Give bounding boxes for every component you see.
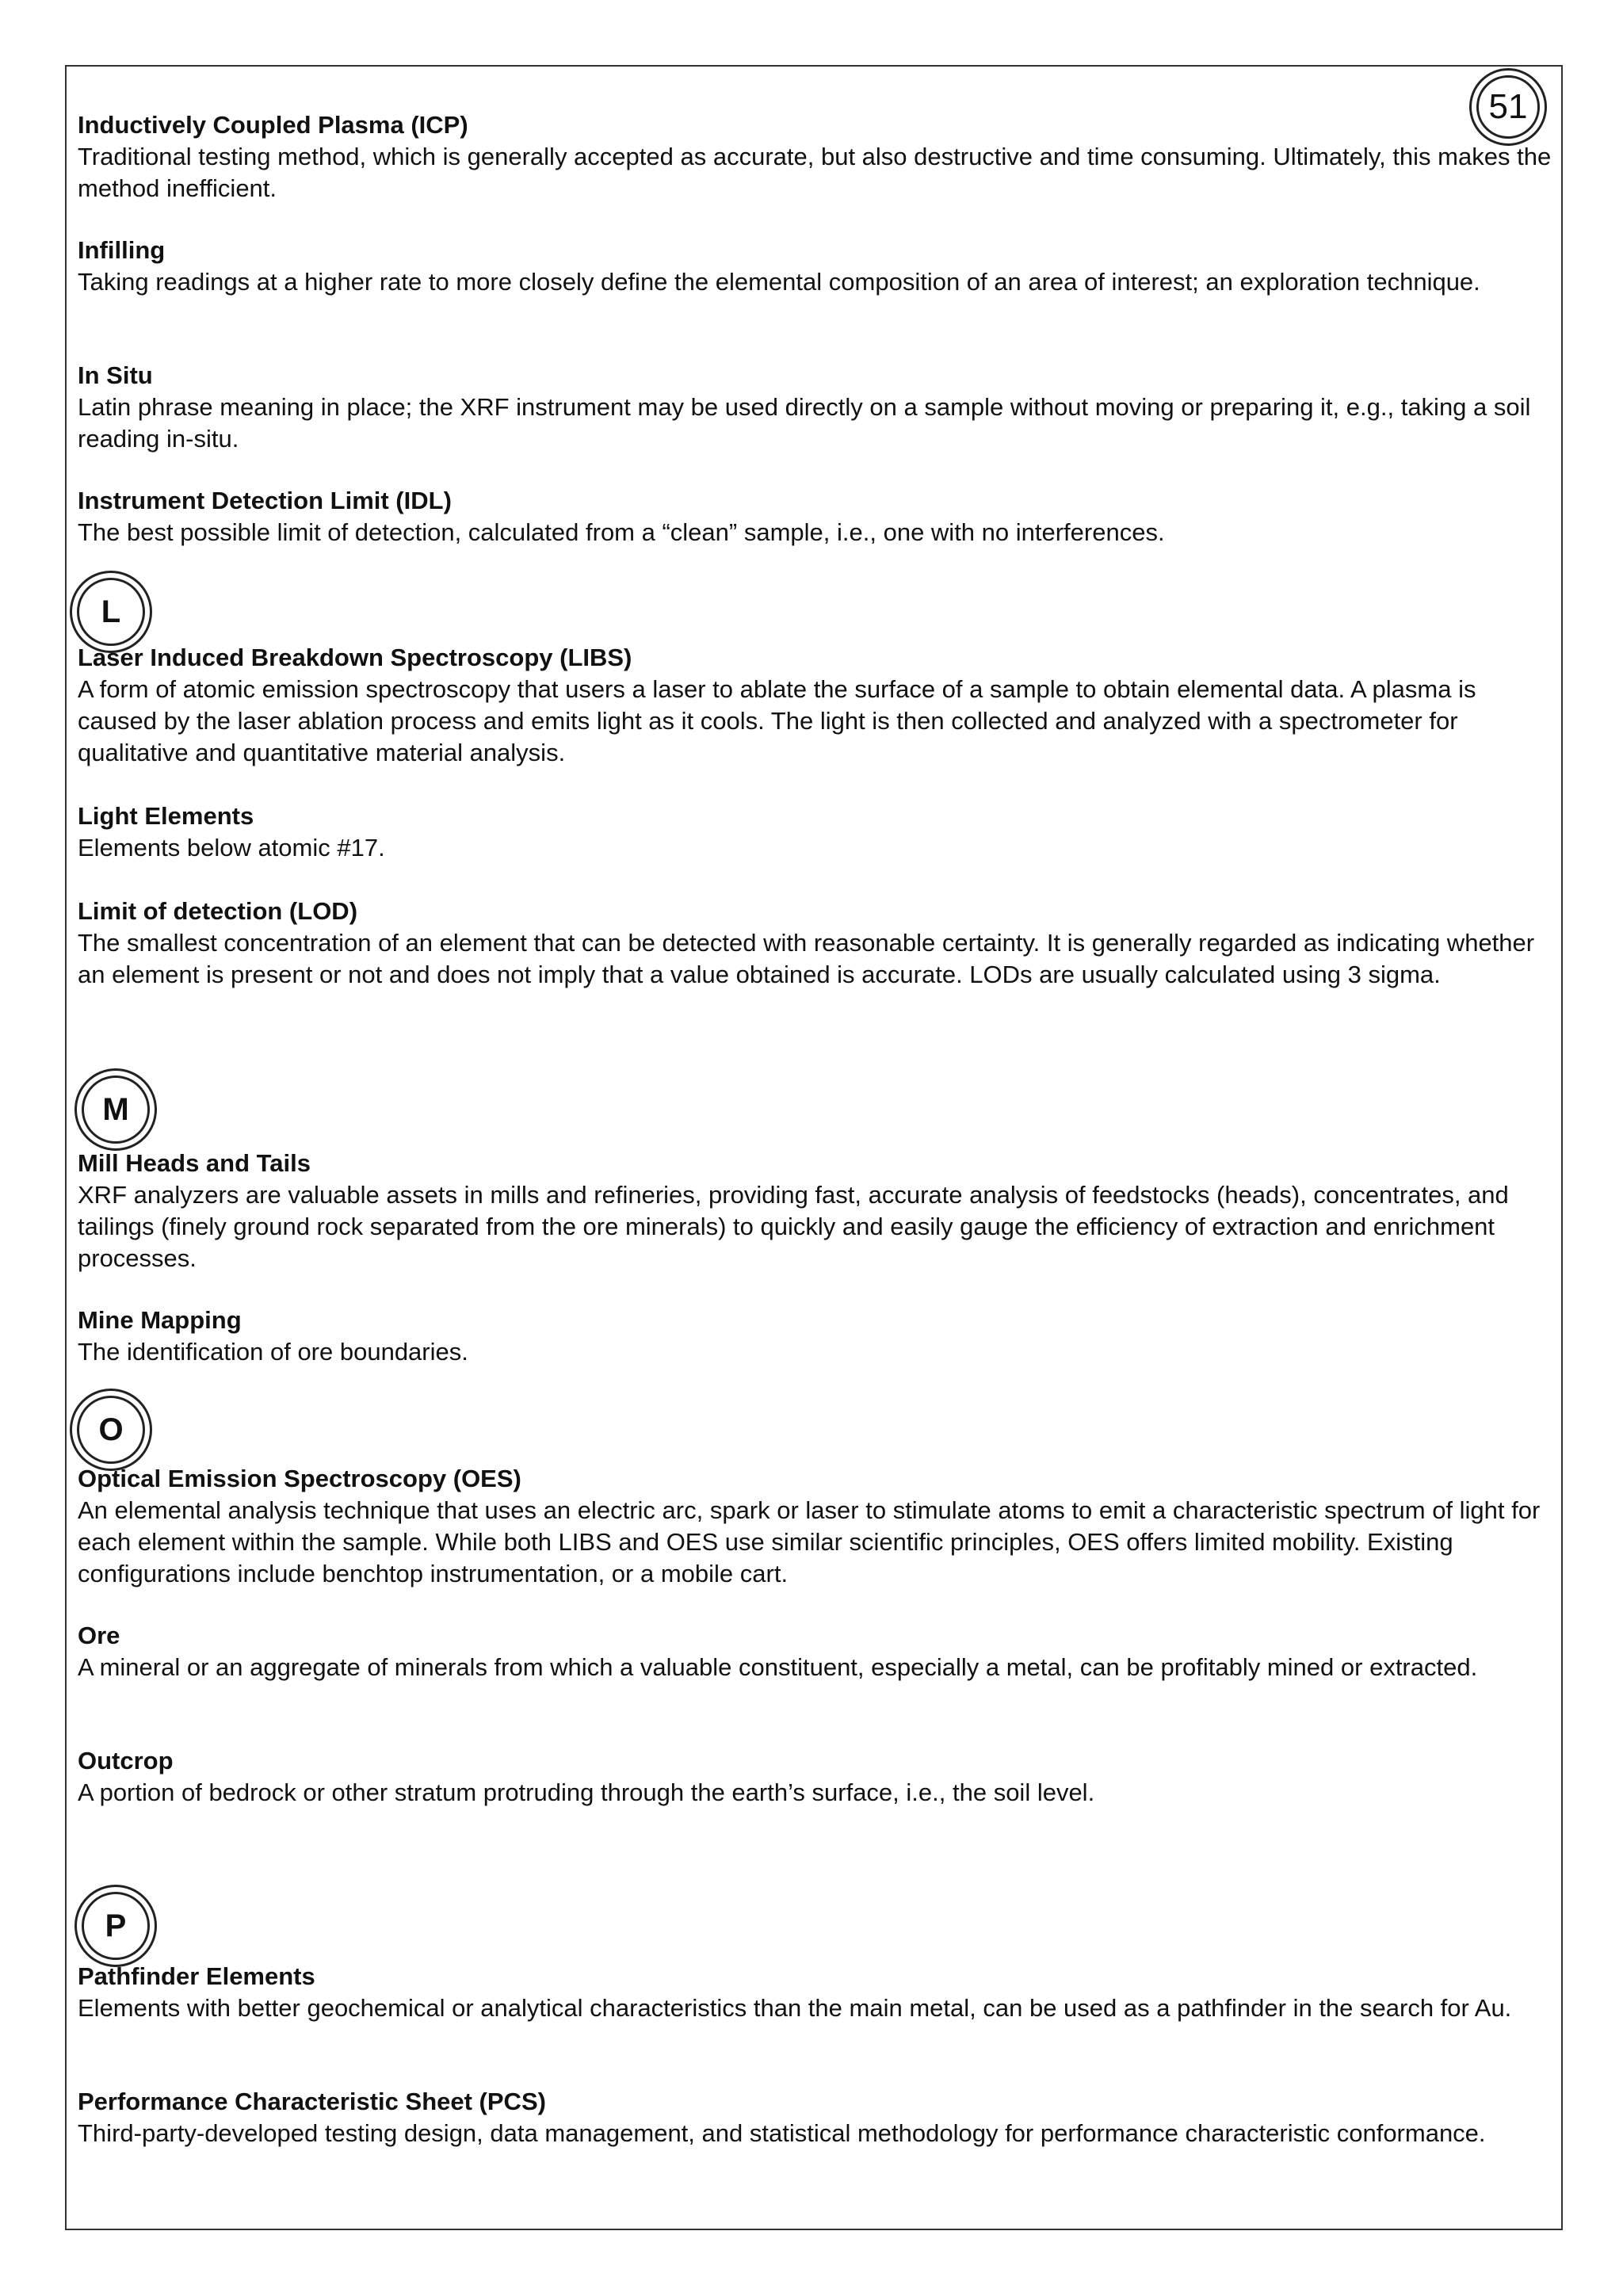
term-definition: The smallest concentration of an element that can be detected with reasonable certainty. It is generally regarded as indicating whether an element is present or not and does not imply that a value obtained is accurate. LODs are usually calculated using 3 sigma.	[78, 929, 1535, 988]
section-letter-badge-o	[70, 1389, 152, 1471]
term-definition: The best possible limit of detection, calculated from a “clean” sample, i.e., one with no interferences.	[78, 518, 1165, 546]
section-letter: M	[82, 1075, 150, 1144]
section-letter-badge-l	[70, 571, 152, 653]
term-definition: Taking readings at a higher rate to more closely define the elemental composition of an area of interest; an exploration technique.	[78, 268, 1480, 296]
glossary-entry-mill-heads-tails	[78, 1148, 1552, 1274]
section-letter: L	[77, 578, 145, 646]
term-definition: A mineral or an aggregate of minerals from which a valuable constituent, especially a metal, can be profitably mined or extracted.	[78, 1653, 1478, 1681]
term-title: Light Elements	[78, 802, 254, 830]
term-definition: Latin phrase meaning in place; the XRF instrument may be used directly on a sample without moving or preparing it, e.g., taking a soil reading in-situ.	[78, 393, 1531, 453]
section-letter-badge-p	[74, 1885, 157, 1967]
term-title: Performance Characteristic Sheet (PCS)	[78, 2088, 546, 2115]
glossary-entry-ore	[78, 1620, 1552, 1683]
term-title: Limit of detection (LOD)	[78, 897, 358, 925]
term-definition: Elements below atomic #17.	[78, 834, 385, 861]
glossary-entry-infilling	[78, 235, 1552, 298]
term-definition: Elements with better geochemical or analytical characteristics than the main metal, can be used as a pathfinder in the search for Au.	[78, 1994, 1512, 2022]
section-letter-badge-m	[74, 1068, 157, 1151]
term-title: Mine Mapping	[78, 1306, 242, 1334]
term-title: Inductively Coupled Plasma (ICP)	[78, 111, 468, 139]
page-number: 51	[1476, 75, 1540, 139]
glossary-entry-in-situ	[78, 360, 1552, 455]
glossary-entry-icp	[78, 109, 1552, 204]
section-letter: P	[82, 1892, 150, 1960]
glossary-entry-pathfinder	[78, 1961, 1552, 2024]
glossary-entry-pcs	[78, 2086, 1552, 2149]
term-definition: A form of atomic emission spectroscopy that users a laser to ablate the surface of a sample to obtain elemental data. A plasma is caused by the laser ablation process and emits light as it cools. The light is then collected and analyzed with a spectrometer for qualitative and quantitative material analysis.	[78, 675, 1476, 766]
term-title: Optical Emission Spectroscopy (OES)	[78, 1465, 521, 1492]
term-title: Instrument Detection Limit (IDL)	[78, 487, 452, 514]
glossary-entry-outcrop	[78, 1745, 1552, 1809]
term-definition: Third-party-developed testing design, data management, and statistical methodology for performance characteristic conformance.	[78, 2119, 1486, 2147]
term-title: In Situ	[78, 361, 153, 389]
section-letter: O	[77, 1396, 145, 1464]
term-title: Infilling	[78, 236, 166, 264]
term-definition: An elemental analysis technique that uses an electric arc, spark or laser to stimulate atoms to emit a characteristic spectrum of light for each element within the sample. While both LIBS and OES use similar scientific principles, OES offers limited mobility. Existing configurations include benchtop instrumentation, or a mobile cart.	[78, 1496, 1541, 1587]
glossary-entry-light-elements	[78, 800, 1552, 864]
term-title: Mill Heads and Tails	[78, 1149, 311, 1177]
term-title: Laser Induced Breakdown Spectroscopy (LIBS)	[78, 644, 632, 671]
term-definition: The identification of ore boundaries.	[78, 1338, 468, 1366]
term-definition: Traditional testing method, which is generally accepted as accurate, but also destructive and time consuming. Ultimately, this makes the method inefficient.	[78, 143, 1552, 202]
glossary-entry-libs	[78, 642, 1552, 769]
glossary-entry-idl	[78, 485, 1552, 548]
glossary-entry-mine-mapping	[78, 1305, 1552, 1368]
glossary-entry-oes	[78, 1463, 1552, 1590]
term-title: Pathfinder Elements	[78, 1962, 315, 1990]
term-title: Outcrop	[78, 1747, 174, 1775]
term-definition: A portion of bedrock or other stratum protruding through the earth’s surface, i.e., the soil level.	[78, 1778, 1095, 1806]
glossary-entry-lod	[78, 896, 1552, 991]
term-definition: XRF analyzers are valuable assets in mills and refineries, providing fast, accurate analysis of feedstocks (heads), concentrates, and tailings (finely ground rock separated from the ore minerals) to quickly and easily gauge the efficiency of extraction and enrichment processes.	[78, 1181, 1509, 1272]
term-title: Ore	[78, 1622, 120, 1649]
